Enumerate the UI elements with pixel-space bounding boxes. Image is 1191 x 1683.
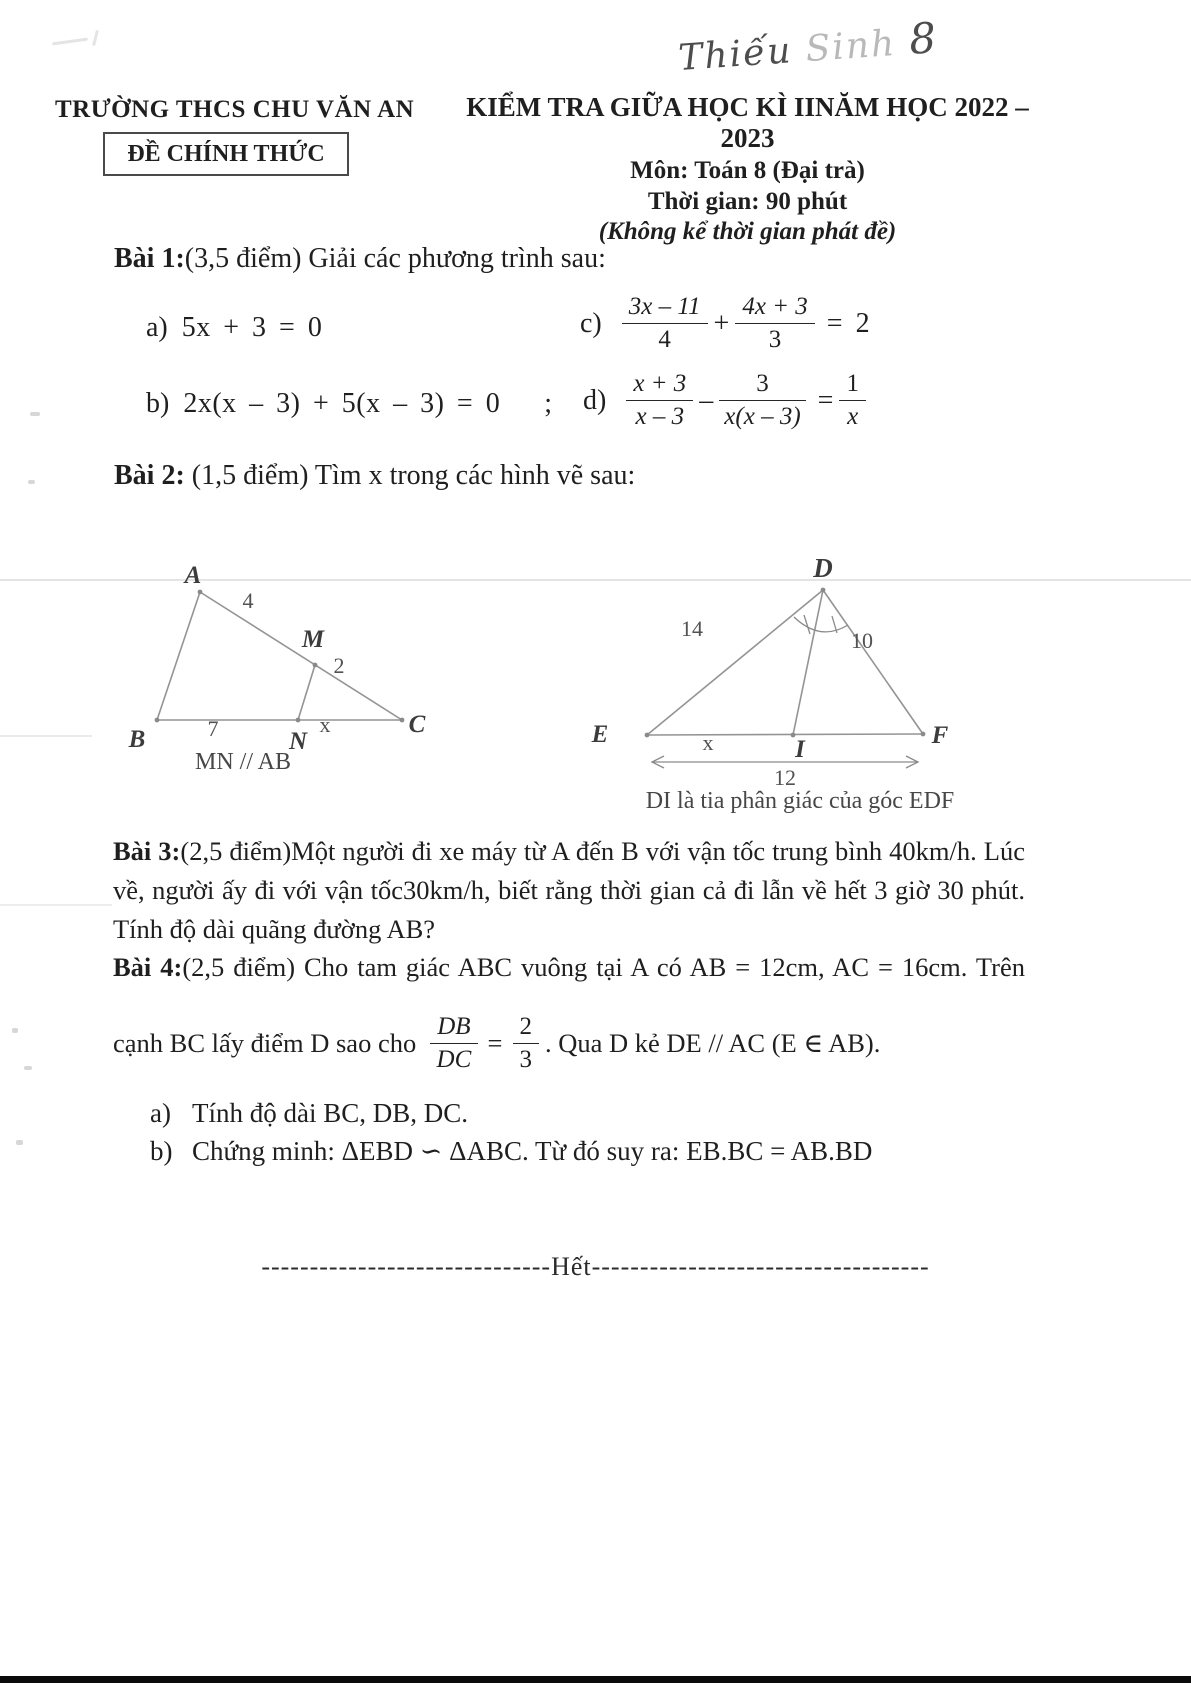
problem4-item-b: [150, 1136, 872, 1167]
vertex-d-label: D: [813, 553, 833, 583]
exam-title: KIỂM TRA GIỮA HỌC KÌ IINĂM HỌC 2022 – 2023: [466, 92, 1029, 153]
scan-streak: [0, 735, 92, 737]
exam-time-note: (Không kể thời gian phát đề): [598, 218, 897, 245]
problem2-intro: (1,5 điểm) Tìm x trong các hình vẽ sau:: [191, 460, 636, 491]
operator-plus: +: [713, 307, 730, 339]
problem2-heading: [114, 460, 635, 492]
exam-subject: Môn: Toán 8 (Đại trà): [630, 157, 865, 184]
fraction-d2-denominator: x(x – 3): [719, 400, 805, 431]
side-ac-line: [200, 592, 402, 720]
fraction-c1-denominator: 4: [622, 323, 708, 354]
vertex-dot: [821, 588, 826, 593]
problem4-intro: (2,5 điểm) Cho tam giác ABC vuông tại A có AB = 12cm, AC = 16cm. Trên: [182, 952, 1025, 982]
handwritten-note: [677, 13, 940, 80]
fraction-db: DB: [437, 1012, 471, 1040]
side-ab-line: [157, 592, 200, 720]
vertex-dot: [400, 718, 405, 723]
vertex-dot: [645, 733, 650, 738]
point-i-label: I: [795, 736, 805, 763]
vertex-f-label: F: [931, 722, 949, 749]
vertex-dot: [296, 718, 301, 723]
problem3-label: Bài 3:: [113, 836, 181, 866]
side-am-length: 4: [242, 588, 254, 613]
item-b-text: Chứng minh: ΔEBD ∽ ΔABC. Từ đó suy ra: EB.BC = AB.BD: [192, 1136, 873, 1166]
problem4-line2-pre: cạnh BC lấy điểm D sao cho: [113, 1027, 417, 1058]
item-b-semicolon: ;: [544, 388, 552, 419]
problem1-item-c: [580, 293, 870, 354]
official-exam-box: [103, 132, 349, 176]
vertex-a-label: A: [184, 562, 202, 589]
angle-arc: [794, 617, 848, 632]
item-b-label: b): [146, 388, 170, 419]
scan-speck: [16, 1140, 23, 1145]
fraction-c2: [735, 293, 814, 354]
figure2-caption: DI là tia phân giác của góc EDF: [645, 788, 955, 814]
fraction-d2-numerator: 3: [756, 370, 769, 397]
pencil-smudge-2: [92, 30, 99, 46]
handwritten-word-faint: Sinh: [804, 22, 898, 71]
fraction-2-3: [513, 1013, 540, 1074]
problem1-item-d: [583, 370, 872, 431]
exam-header: [455, 92, 1040, 246]
fraction-c1-numerator: 3x – 11: [628, 293, 701, 320]
segment-ei-length: x: [702, 730, 714, 755]
fraction-d3-denominator: x: [839, 400, 866, 431]
side-mc-length: 2: [333, 653, 345, 678]
item-a-label: a): [150, 1098, 171, 1128]
handwritten-word: Thiếu: [677, 30, 794, 80]
fraction-d3-numerator: 1: [846, 370, 859, 397]
fraction-3: 3: [513, 1043, 540, 1074]
pencil-smudge: [52, 38, 88, 46]
total-ef-length: 12: [774, 765, 796, 790]
fraction-2: 2: [519, 1012, 532, 1040]
operator-minus: –: [699, 384, 714, 416]
figure-triangle-abc: [95, 525, 435, 775]
exam-duration: Thời gian: 90 phút: [647, 188, 848, 215]
figure-triangle-def: [580, 545, 980, 795]
item-a-equation: 5x + 3 = 0: [181, 312, 323, 343]
vertex-dot: [155, 718, 160, 723]
problem3-paragraph: [113, 832, 1025, 949]
handwritten-number: 8: [907, 12, 940, 64]
scan-speck: [24, 1066, 32, 1070]
problem1-intro: (3,5 điểm) Giải các phương trình sau:: [184, 243, 606, 274]
scan-speck: [30, 412, 40, 416]
vertex-c-label: C: [408, 711, 426, 738]
operator-equals: =: [817, 384, 834, 416]
fraction-c2-numerator: 4x + 3: [742, 293, 808, 320]
fraction-d1-numerator: x + 3: [633, 370, 687, 397]
side-ef-line: [647, 734, 923, 735]
problem3-text: (2,5 điểm)Một người đi xe máy từ A đến B với vận tốc trung bình 40km/h. Lúc về, người ấy đi với vận tốc30km/h, biết rằng thời gian cả đi lẫn về hết 3 giờ 30 phút. Tính độ dài quãng đường AB?: [113, 836, 1025, 944]
item-a-text: Tính độ dài BC, DB, DC.: [192, 1098, 469, 1128]
fraction-c2-denominator: 3: [735, 323, 814, 354]
official-exam-label: ĐỀ CHÍNH THỨC: [127, 141, 325, 167]
vertex-dot: [313, 663, 318, 668]
side-de-length: 14: [681, 616, 703, 641]
side-de-line: [647, 590, 823, 735]
item-b-label: b): [150, 1136, 173, 1166]
bottom-scan-bar: [0, 1676, 1191, 1683]
fraction-d1: [626, 370, 693, 431]
problem1-label: Bài 1:: [114, 243, 185, 274]
operator-equals: =: [487, 1027, 503, 1058]
fraction-d3: [839, 370, 866, 431]
side-df-line: [823, 590, 923, 734]
problem4-line2-post: . Qua D kẻ DE // AC (E ∈ AB).: [545, 1027, 881, 1058]
fraction-c1: [622, 293, 708, 354]
item-d-label: d): [583, 384, 607, 416]
segment-mn-line: [298, 665, 315, 720]
angle-tick: [804, 615, 810, 634]
scan-streak: [0, 904, 112, 906]
item-a-label: a): [146, 312, 168, 343]
fraction-d2: [719, 370, 805, 431]
scan-speck: [28, 480, 35, 484]
scan-speck: [12, 1028, 18, 1033]
side-bn-length: 7: [207, 716, 219, 741]
problem4-item-a: [150, 1098, 468, 1129]
vertex-e-label: E: [591, 721, 609, 748]
vertex-b-label: B: [128, 726, 146, 753]
vertex-dot: [921, 732, 926, 737]
problem4-intro-line: [113, 948, 1025, 987]
item-b-equation: 2x(x – 3) + 5(x – 3) = 0: [183, 388, 501, 419]
item-c-rhs: = 2: [826, 307, 871, 339]
vertex-dot: [198, 590, 203, 595]
item-c-label: c): [580, 307, 602, 339]
end-divider: ------------------------------Hết-----------------------------------: [261, 1252, 930, 1281]
fraction-d1-denominator: x – 3: [626, 400, 693, 431]
side-df-length: 10: [851, 628, 873, 653]
problem4-fraction-line: [113, 1003, 880, 1083]
fraction-dc: DC: [430, 1043, 477, 1074]
problem1-heading: [114, 243, 606, 275]
point-n-label: N: [288, 728, 308, 755]
side-nc-length: x: [319, 712, 331, 737]
figure1-caption: MN // AB: [194, 749, 292, 775]
school-name: TRƯỜNG THCS CHU VĂN AN: [55, 96, 415, 123]
problem4-label: Bài 4:: [113, 952, 183, 982]
problem1-item-a: [146, 312, 322, 344]
problem2-label: Bài 2:: [114, 460, 185, 491]
point-m-label: M: [301, 626, 325, 653]
fraction-db-dc: [430, 1013, 477, 1074]
problem1-item-b: [146, 388, 552, 420]
